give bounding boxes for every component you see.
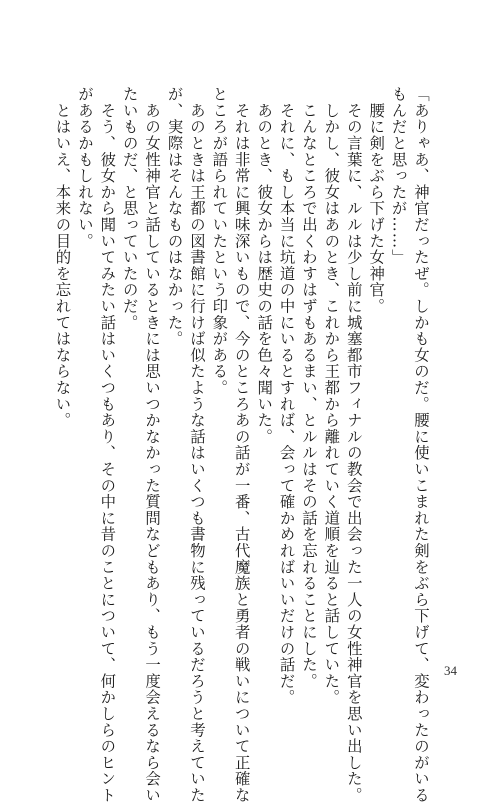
- text-line: 腰に剣をぶら下げた女神官。: [367, 86, 386, 315]
- text-line: あの女性神官と話しているときには思いつかなかった質問などもあり、もう一度会えるなら会い: [143, 86, 162, 803]
- text-line: があるかもしれない。: [75, 86, 94, 249]
- text-line: たいものだ、と思っていたのだ。: [120, 86, 139, 331]
- text-line: しかし、彼女はあのとき、これから王都から離れていく道順を辿ると話していた。: [322, 86, 341, 706]
- text-line: とはいえ、本来の目的を忘れてはならない。: [53, 86, 72, 429]
- text-line: もんだと思ったが……」: [389, 86, 408, 266]
- text-line: あのときは王都の図書館に行けば似たような話はいくつも書物に残っているだろうと考えていた: [187, 86, 206, 803]
- text-line: が、実際はそんなものはなかった。: [165, 86, 184, 347]
- text-line: それに、もし本当に坑道の中にいるとすれば、会って確かめればいいだけの話だ。: [277, 86, 296, 706]
- vertical-text-body: [51, 86, 432, 803]
- text-line: ところが語られていたという印象がある。: [210, 86, 229, 396]
- text-line: それは非常に興味深いもので、今のところあの話が一番、古代魔族と勇者の戦いについて正確な: [232, 86, 251, 803]
- text-line: 「ありゃあ、神官だったぜ。しかも女のだ。腰に使いこまれた剣をぶら下げて、変わったのがいる: [412, 86, 430, 803]
- text-line: こんなところで出くわすはずもあるまい、とルルはその話を忘れることにした。: [299, 86, 318, 690]
- page-number: 34: [444, 663, 457, 678]
- text-line: あのとき、彼女からは歴史の話を色々聞いた。: [255, 86, 274, 445]
- text-line: その言葉に、ルルは少し前に城塞都市フィナルの教会で出会った一人の女性神官を思い出した。: [344, 86, 363, 803]
- text-line: そう、彼女から聞いてみたい話はいくつもあり、その中に昔のことについて、何かしらのヒント: [98, 86, 117, 803]
